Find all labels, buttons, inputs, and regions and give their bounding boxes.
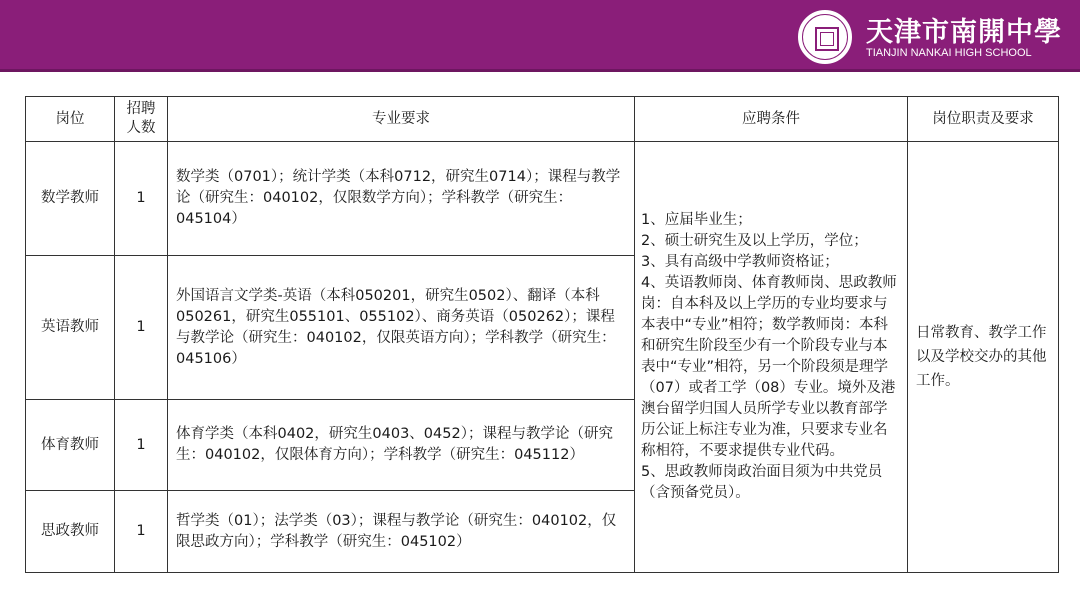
count-cell: 1 <box>115 491 168 573</box>
col-header-duties: 岗位职责及要求 <box>908 97 1059 142</box>
count-cell: 1 <box>115 256 168 400</box>
table-header-row <box>26 97 1059 142</box>
count-cell: 1 <box>115 400 168 491</box>
duties-cell: 日常教育、教学工作以及学校交办的其他工作。 <box>908 142 1059 573</box>
col-header-count-line2: 人数 <box>126 120 156 136</box>
condition-item: 3、具有高级中学教师资格证； <box>641 254 839 270</box>
school-seal-icon <box>796 8 854 66</box>
col-header-position: 岗位 <box>26 97 115 142</box>
col-header-major: 专业要求 <box>168 97 635 142</box>
position-cell: 英语教师 <box>26 256 115 400</box>
condition-item: 5、思政教师岗政治面目须为中共党员（含预备党员）。 <box>641 464 883 501</box>
recruitment-table <box>25 96 1059 573</box>
banner-edge <box>0 69 1080 72</box>
school-name-cn: 天津市南開中學 <box>866 17 1062 48</box>
condition-item: 4、英语教师岗、体育教师岗、思政教师岗：自本科及以上学历的专业均要求与本表中“专业”相符；数学教师岗：本科和研究生阶段至少有一个阶段专业与本表中“专业”相符，另一个阶段须是理学（07）或者工学（08）专业。境外及港澳台留学归国人员所学专业以教育部学历公证上标注专业为准，只要求专业名称相符，不要求提供专业代码。 <box>641 275 897 459</box>
condition-item: 1、应届毕业生； <box>641 212 752 228</box>
col-header-conditions: 应聘条件 <box>635 97 908 142</box>
position-cell: 思政教师 <box>26 491 115 573</box>
seal-core <box>815 27 839 51</box>
count-cell: 1 <box>115 142 168 256</box>
major-cell: 数学类（0701）；统计学类（本科0712，研究生0714）；课程与教学论（研究生：040102，仅限数学方向）；学科教学（研究生：045104） <box>168 142 635 256</box>
header-banner <box>0 0 1080 72</box>
major-cell: 外国语言文学类-英语（本科050201，研究生0502）、翻译（本科050261，研究生055101、055102）、商务英语（050262）；课程与教学论（研究生：040102，仅限英语方向）；学科教学（研究生：045106） <box>168 256 635 400</box>
position-cell: 数学教师 <box>26 142 115 256</box>
position-cell: 体育教师 <box>26 400 115 491</box>
col-header-count-line1: 招聘 <box>126 101 156 117</box>
school-name-en: TIANJIN NANKAI HIGH SCHOOL <box>866 47 1032 59</box>
col-header-count <box>115 97 168 142</box>
major-cell: 体育学类（本科0402，研究生0403、0452）；课程与教学论（研究生：040102，仅限体育方向）；学科教学（研究生：045112） <box>168 400 635 491</box>
condition-item: 2、硕士研究生及以上学历，学位； <box>641 233 868 249</box>
major-cell: 哲学类（01）；法学类（03）；课程与教学论（研究生：040102，仅限思政方向）；学科教学（研究生：045102） <box>168 491 635 573</box>
conditions-cell <box>635 142 908 573</box>
table-row <box>26 142 1059 256</box>
